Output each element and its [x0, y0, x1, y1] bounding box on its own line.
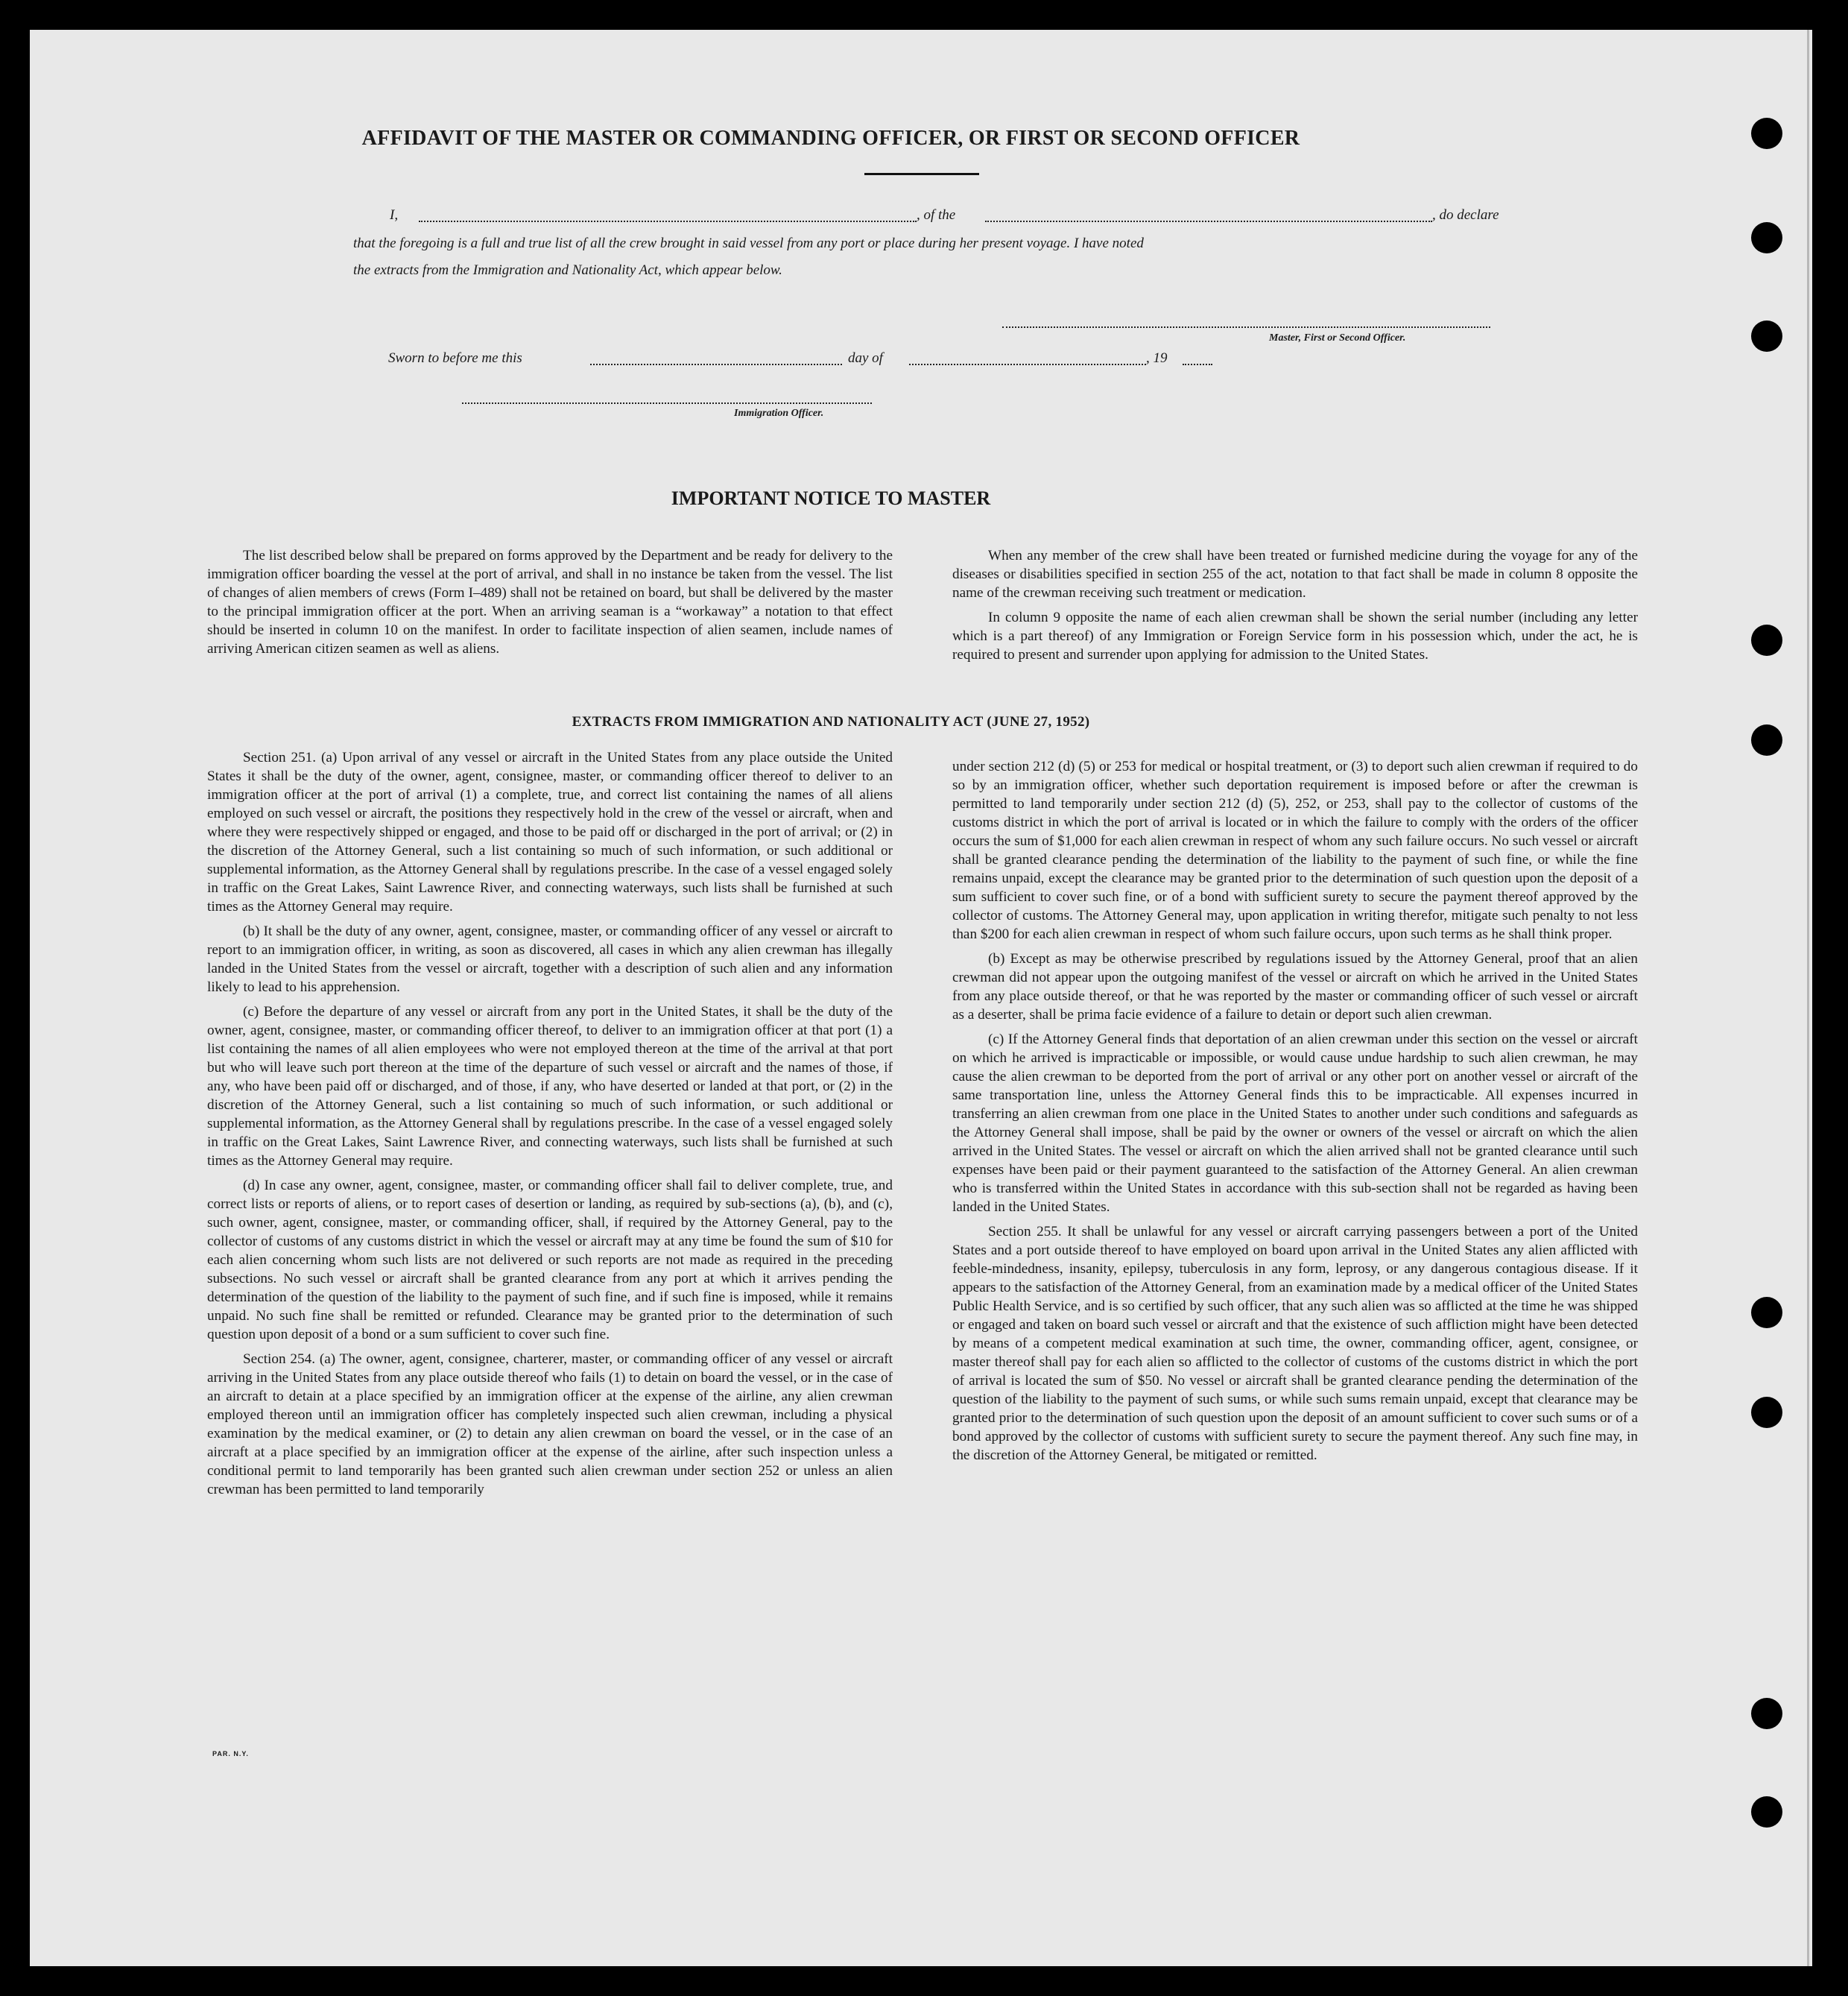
punch-hole	[1751, 724, 1782, 756]
notice-right-column	[952, 546, 1638, 670]
officer-signature-label: Immigration Officer.	[734, 408, 824, 419]
section-254-c: (c) If the Attorney General finds that deportation of an alien crewman under this section on the vessel or aircraft on which he arrived is impracticable or impossible, or would cause undue hardship to such alien crewman, he may cause the alien crewman to be deported from the port of arrival or any other port on another vessel or aircraft of the same transportation line, unless the Attorney General finds this to be impracticable. All expenses incurred in transferring an alien crewman from one place in the United States to another under such conditions and safeguards as the Attorney General shall impose, shall be paid by the owner or owners of the vessel or aircraft on which the alien arrived in the United States. The vessel or aircraft on which the alien arrived shall not be granted clearance until such expenses have been paid or their payment guaranteed to the satisfaction of the Attorney General. An alien crewman who is transferred within the United States in accordance with this sub-section shall not be regarded as having been landed in the United States.	[952, 1032, 1638, 1215]
statement-line-2: the extracts from the Immigration and Nationality Act, which appear below.	[353, 262, 782, 278]
punch-hole	[1751, 625, 1782, 656]
of-the-label: , of the	[917, 207, 956, 223]
day-of-label: day of	[848, 350, 883, 366]
year-prefix-label: , 19	[1146, 350, 1168, 366]
punch-hole	[1751, 222, 1782, 253]
sworn-day-field[interactable]	[590, 364, 842, 365]
section-254-b: (b) Except as may be otherwise prescribed by regulations issued by the Attorney General, proof that an alien crewman did not appear upon the outgoing manifest of the vessel or aircraft on which he arrived in the United States from any place outside thereof, or that he was reported by the master or commanding officer of such vessel or aircraft as a deserter, shall be prima facie evidence of a failure to detain or deport such alien crewman.	[952, 951, 1638, 1023]
sworn-month-field[interactable]	[909, 364, 1146, 365]
notice-left-column	[207, 546, 893, 664]
section-251-d: (d) In case any owner, agent, consignee, master, or commanding officer shall fail to deliver complete, true, and correct lists or reports of aliens, or to report cases of desertion or landing, as required by sub-sections (a), (b), and (c), such owner, agent, consignee, master, or commanding officer, shall, if required by the Attorney General, pay to the collector of customs of any customs district in which the vessel or aircraft may at any time be found the sum of $10 for each alien concerning whom such lists are not delivered or such reports are not made as required in the preceding subsections. No such vessel or aircraft shall be granted clearance from any port at which it arrives pending the determination of the question of the liability to the payment of such fine, and if such fine is imposed, while it remains unpaid. No such fine shall be remitted or refunded. Clearance may be granted prior to the determination of such question upon deposit of a bond or a sum sufficient to cover such fine.	[207, 1178, 893, 1342]
title-rule	[864, 173, 979, 175]
vessel-field[interactable]	[985, 221, 1432, 222]
extracts-title: EXTRACTS FROM IMMIGRATION AND NATIONALITY ACT (JUNE 27, 1952)	[572, 714, 1090, 730]
extracts-left-column	[207, 748, 893, 1505]
notice-left-paragraph: The list described below shall be prepared on forms approved by the Department and be ready for delivery to the immigration officer boarding the vessel at the port of arrival, and shall in no instance be taken from the vessel. The list of changes of alien members of crews (Form I–489) shall not be retained on board, but shall be delivered by the master to the principal immigration officer at the port. When an arriving seaman is a “workaway” a notation to that effect should be inserted in column 10 on the manifest. In order to facilitate inspection of alien seamen, include names of arriving American citizen seamen as well as aliens.	[207, 548, 893, 657]
section-254-a: Section 254. (a) The owner, agent, consignee, charterer, master, or commanding officer of any vessel or aircraft arriving in the United States from any place outside thereof who fails (1) to detain on board the vessel, or in the case of an aircraft to detain at a place specified by an immigration officer at the expense of the airline, any alien crewman employed thereon until an immigration officer has completely inspected such alien crewman, including a physical examination by the medical examiner, or (2) to detain any alien crewman on board the vessel, or in the case of an aircraft at a place specified by an immigration officer at the expense of the airline, after such inspection unless a conditional permit to land temporarily has been granted such alien crewman under section 252 or unless an alien crewman has been permitted to land temporarily	[207, 1351, 893, 1497]
statement-line-1: that the foregoing is a full and true list of all the crew brought in said vessel from any port or place during her present voyage. I have noted	[353, 236, 1144, 251]
page-edge	[1807, 30, 1809, 1966]
extracts-right-column	[952, 757, 1638, 1471]
master-signature-field[interactable]	[1002, 326, 1490, 328]
notice-title: IMPORTANT NOTICE TO MASTER	[671, 487, 991, 509]
printer-mark: PAR. N.Y.	[212, 1750, 249, 1757]
section-251-b: (b) It shall be the duty of any owner, agent, consignee, master, or commanding officer of any vessel or aircraft to report to an immigration officer, in writing, as soon as discovered, all cases in which any alien crewman has illegally landed in the United States from the vessel or aircraft, together with a description of such alien and any information likely to lead to his apprehension.	[207, 923, 893, 995]
punch-hole	[1751, 118, 1782, 149]
name-field[interactable]	[419, 221, 917, 222]
punch-hole	[1751, 1297, 1782, 1328]
punch-hole	[1751, 1698, 1782, 1729]
section-255: Section 255. It shall be unlawful for any vessel or aircraft carrying passengers between a port of the United States and a port outside thereof to have employed on board upon arrival in the United States any alien afflicted with feeble-mindedness, insanity, epilepsy, tuberculosis in any form, leprosy, or any dangerous contagious disease. If it appears to the satisfaction of the Attorney General, from an examination made by a medical officer of the United States Public Health Service, and is so certified by such officer, that any such alien was so afflicted at the time he was shipped or engaged and taken on board such vessel or aircraft and that the existence of such affliction might have been detected by means of a competent medical examination at such time, the owner, commanding officer, agent, consignee, or master thereof shall pay for each alien so afflicted to the collector of customs of the customs district in which the port of arrival is located the sum of $50. No vessel or aircraft shall be granted clearance pending the determination of the question of the liability to the payment of such sums, or while such sums remain unpaid, except that clearance may be granted prior to the determination of such question upon the deposit of an amount sufficient to cover such sums or of a bond approved by the collector of customs with sufficient surety to secure the payment thereof. Any such fine may, in the discretion of the Attorney General, be mitigated or remitted.	[952, 1224, 1638, 1463]
affidavit-title: AFFIDAVIT OF THE MASTER OR COMMANDING OFFICER, OR FIRST OR SECOND OFFICER	[361, 127, 1300, 150]
section-251-c: (c) Before the departure of any vessel or aircraft from any port in the United States, it shall be the duty of the owner, agent, consignee, master, or commanding officer thereof, to deliver to an immigration officer at that port (1) a list containing the names of all alien employees who were not employed thereon at the time of the arrival at that port but who will leave such port thereon at the time of the departure of such vessel or aircraft and the names of those, if any, who have been paid off or discharged, and of those, if any, who have deserted or landed at that port, or (2) in the discretion of the Attorney General, such a list containing so much of such information, or such additional or supplemental information, as the Attorney General shall by regulations prescribe. In the case of a vessel engaged solely in traffic on the Great Lakes, Saint Lawrence River, and connecting waterways, such lists shall be furnished at such times as the Attorney General may require.	[207, 1004, 893, 1169]
form-page	[30, 30, 1812, 1966]
section-254-a-continued: under section 212 (d) (5) or 253 for medical or hospital treatment, or (3) to deport such alien crewman if required to do so by an immigration officer, whether such deportation requirement is imposed before or after the crewman is permitted to land temporarily under section 212 (d) (5), 252, or 253, shall pay to the collector of customs of the customs district in which the port of arrival is located or in which the failure to comply with the orders of the officer occurs the sum of $1,000 for each alien crewman in respect of whom any such failure occurs. No such vessel or aircraft shall be granted clearance pending the determination of the liability to the payment of such fine, or while the fine remains unpaid, except the clearance may be granted prior to the determination of such question upon the deposit of a sum sufficient to cover such fine, or of a bond with sufficient surety to secure the payment thereof approved by the collector of customs. The Attorney General may, upon application in writing therefor, mitigate such penalty to not less than $200 for each alien crewman in respect of whom such failure occurs, upon such terms as he shall think proper.	[952, 759, 1638, 942]
sworn-year-field[interactable]	[1183, 364, 1212, 365]
punch-hole	[1751, 1796, 1782, 1828]
notice-right-paragraph-1: When any member of the crew shall have been treated or furnished medicine during the voyage for any of the diseases or disabilities specified in section 255 of the act, notation to that fact shall be made in column 8 opposite the name of the crewman receiving such treatment or medication.	[952, 548, 1638, 601]
master-signature-label: Master, First or Second Officer.	[1269, 332, 1406, 344]
section-251-a: Section 251. (a) Upon arrival of any vessel or aircraft in the United States from any place outside the United States it shall be the duty of the owner, agent, consignee, master, or commanding officer thereof to deliver to an immigration officer at the port of arrival (1) a complete, true, and correct list containing the names of all aliens employed on such vessel or aircraft, the positions they respectively hold in the crew of the vessel or aircraft, when and where they were respectively shipped or engaged, and those to be paid off or discharged in the port of arrival; or (2) in the discretion of the Attorney General, such a list containing so much of such information, or such additional or supplemental information, as the Attorney General shall by regulations prescribe. In the case of a vessel engaged solely in traffic on the Great Lakes, Saint Lawrence River, and connecting waterways, such lists shall be furnished at such times as the Attorney General may require.	[207, 750, 893, 915]
officer-signature-field[interactable]	[462, 402, 872, 404]
punch-hole	[1751, 1397, 1782, 1428]
i-label: I,	[390, 207, 399, 223]
sworn-label: Sworn to before me this	[388, 350, 522, 366]
punch-hole	[1751, 320, 1782, 352]
notice-right-paragraph-2: In column 9 opposite the name of each alien crewman shall be shown the serial number (including any letter which is a part thereof) of any Immigration or Foreign Service form in his possession which, under the act, he is required to present and surrender upon applying for admission to the United States.	[952, 610, 1638, 663]
do-declare-label: , do declare	[1432, 207, 1499, 223]
